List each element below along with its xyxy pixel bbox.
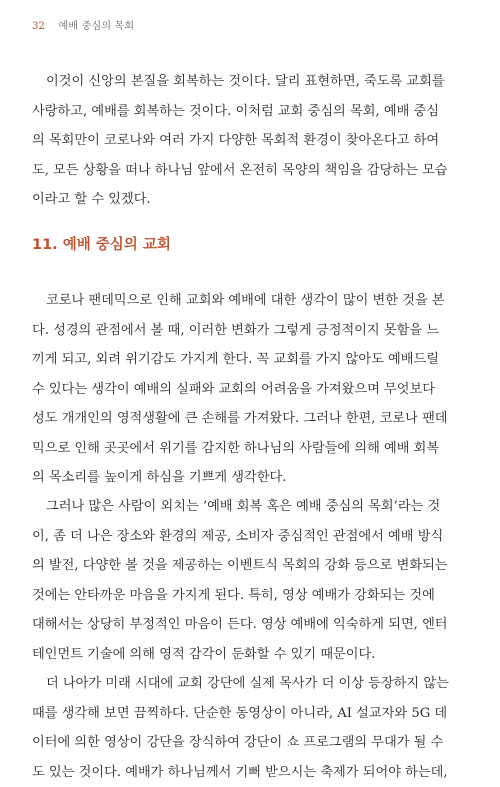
text-line: 도, 모든 상황을 떠나 하나님 앞에서 온전히 목양의 책임을 감당하는 모습 xyxy=(32,156,468,186)
section-heading: 11. 예배 중심의 교회 xyxy=(32,233,171,254)
text-line: 이, 좀 더 나은 장소와 환경의 제공, 소비자 중심적인 관점에서 예배 방식 xyxy=(32,522,468,552)
section-paragraph-1 xyxy=(32,286,468,493)
text-line: 테인먼트 기술에 의해 영적 감각이 둔화할 수 있기 때문이다. xyxy=(32,640,468,670)
running-header xyxy=(32,17,134,32)
text-line: 믹으로 인해 곳곳에서 위기를 감지한 하나님의 사람들에 의해 예배 회복 xyxy=(32,434,468,464)
section-paragraph-2 xyxy=(32,492,468,669)
text-line: 더 나아가 미래 시대에 교회 강단에 실제 목사가 더 이상 등장하지 않는 xyxy=(32,669,468,699)
text-line: 성도 개개인의 영적생활에 큰 손해를 가져왔다. 그러나 한편, 코로나 팬데 xyxy=(32,404,468,434)
text-line: 사랑하고, 예배를 회복하는 것이다. 이처럼 교회 중심의 목회, 예배 중심 xyxy=(32,97,468,127)
text-line: 이터에 의한 영상이 강단을 장식하여 강단이 쇼 프로그램의 무대가 될 수 xyxy=(32,728,468,758)
text-line: 도 있는 것이다. 예배가 하나님께서 기뻐 받으시는 축제가 되어야 하는데, xyxy=(32,758,468,787)
text-line: 코로나 팬데믹으로 인해 교회와 예배에 대한 생각이 많이 변한 것을 본 xyxy=(32,286,468,316)
paragraph-continuation xyxy=(32,67,468,215)
running-title: 예배 중심의 목회 xyxy=(59,21,135,32)
text-line: 이것이 신앙의 본질을 회복하는 것이다. 달리 표현하면, 죽도록 교회를 xyxy=(32,67,468,97)
text-line: 그러나 많은 사람이 외치는 ‘예배 회복 혹은 예배 중심의 목회’라는 것 xyxy=(32,492,468,522)
text-line: 끼게 되고, 외려 위기감도 가지게 한다. 꼭 교회를 가지 않아도 예배드릴 xyxy=(32,345,468,375)
text-line: 의 발전, 다양한 볼 것을 제공하는 이벤트식 목회의 강화 등으로 변화되는 xyxy=(32,551,468,581)
text-line: 것에는 안타까운 마음을 가지게 된다. 특히, 영상 예배가 강화되는 것에 xyxy=(32,581,468,611)
section-paragraph-3 xyxy=(32,669,468,787)
text-line: 의 목회만이 코로나와 여러 가지 다양한 목회적 환경이 찾아온다고 하여 xyxy=(32,126,468,156)
text-line: 이라고 할 수 있겠다. xyxy=(32,185,468,215)
text-line: 수 있다는 생각이 예배의 실패와 교회의 어려움을 가져왔으며 무엇보다 xyxy=(32,375,468,405)
text-line: 대해서는 상당히 부정적인 마음이 든다. 영상 예배에 익숙하게 되면, 엔터 xyxy=(32,610,468,640)
text-line: 다. 성경의 관점에서 볼 때, 이러한 변화가 그렇게 긍정적이지 못함을 느 xyxy=(32,316,468,346)
page-number: 32 xyxy=(32,21,45,32)
text-line: 의 목소리를 높이게 하심을 기쁘게 생각한다. xyxy=(32,463,468,493)
text-line: 때를 생각해 보면 끔찍하다. 단순한 동영상이 아니라, AI 설교자와 5G 데 xyxy=(32,699,468,729)
